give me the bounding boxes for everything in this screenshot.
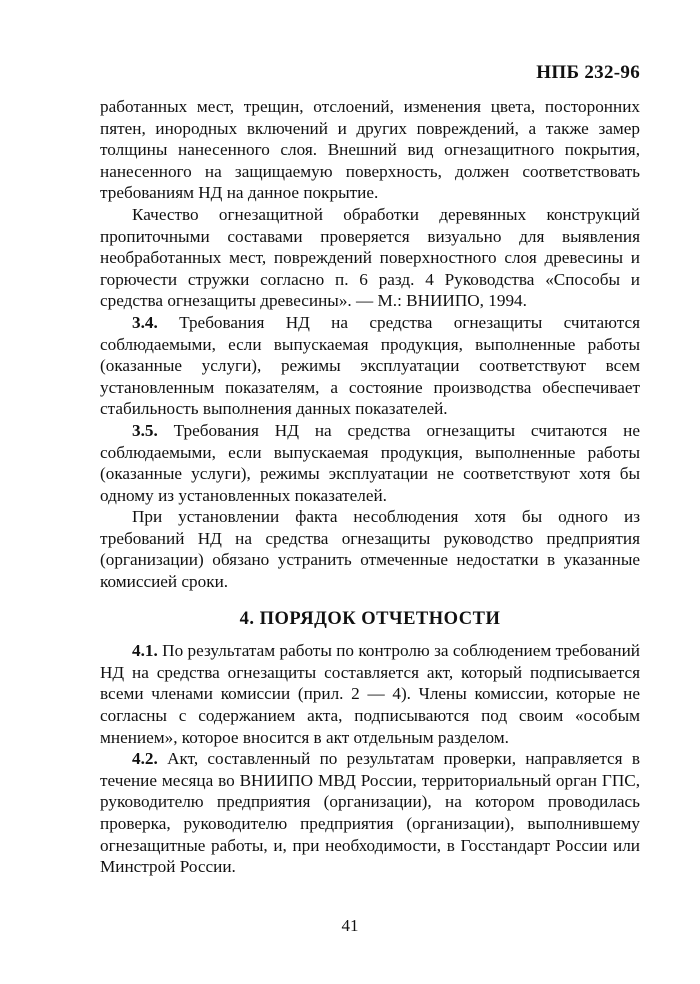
- paragraph-4-2: [100, 748, 640, 878]
- page-content: [100, 96, 640, 878]
- paragraph-text: Качество огнезащитной обработки деревянных конструкций пропиточными составами проверяется визуально для выявления необработанных мест, повреждений поверхностного слоя древесины и горючести стружки согласно п. 6 разд. 4 Руководства «Способы и средства огнезащиты древесины». — М.: ВНИИПО, 1994.: [100, 204, 640, 311]
- paragraph-text: работанных мест, трещин, отслоений, изменения цвета, посторонних пятен, инородных включений и других повреждений, а также замер толщины нанесенного слоя. Внешний вид огнезащитного покрытия, нанесенного на защищаемую поверхность, должен соответствовать требованиям НД на данное покрытие.: [100, 97, 640, 203]
- paragraph-text: Требования НД на средства огнезащиты считаются не соблюдаемыми, если выпускаемая продукция, выполненные работы (оказанные услуги), режимы эксплуатации не соответствуют хотя бы одному из установленных показателей.: [100, 420, 640, 505]
- paragraph-noncompliance: [100, 506, 640, 592]
- paragraph-text: Требования НД на средства огнезащиты считаются соблюдаемыми, если выпускаемая продукция, выполненные работы (оказанные услуги), режимы эксплуатации соответствуют всем установленным показателям, а состояние производства обеспечивает стабильность выполнения данных показателей.: [100, 312, 640, 419]
- paragraph-number: 4.2.: [132, 749, 158, 769]
- paragraph-3-4: [100, 312, 640, 420]
- section-heading: 4. ПОРЯДОК ОТЧЕТНОСТИ: [239, 608, 501, 629]
- document-code: НПБ 232-96: [536, 62, 640, 83]
- paragraph-text: По результатам работы по контролю за соблюдением требований НД на средства огнезащиты составляется акт, который подписывается всеми членами комиссии (прил. 2 — 4). Члены комиссии, которые не согласны с содержанием акта, подписываются под своим «особым мнением», которое вносится в акт отдельным разделом.: [100, 641, 641, 747]
- paragraph-text: Акт, составленный по результатам проверки, направляется в течение месяца во ВНИИПО МВД России, территориальный орган ГПС, руководителю предприятия (организации), на котором проводилась проверка, руководителю предприятия (организации), выполнившему огнезащитные работы, и, при необходимости, в Госстандарт России или Минстрой России.: [100, 749, 641, 877]
- paragraph-4-1: [100, 640, 640, 748]
- paragraph-number: 3.5.: [132, 420, 158, 440]
- paragraph-number: 3.4.: [132, 312, 158, 332]
- paragraph-wood-treatment: [100, 204, 640, 312]
- paragraph-3-5: [100, 420, 640, 506]
- paragraph-text: При установлении факта несоблюдения хотя бы одного из требований НД на средства огнезащиты руководство предприятия (организации) обязано устранить отмеченные недостатки в указанные комиссией сроки.: [100, 507, 640, 592]
- paragraph-number: 4.1.: [132, 641, 158, 661]
- paragraph-continued: [100, 96, 640, 204]
- page-number: 41: [341, 916, 359, 935]
